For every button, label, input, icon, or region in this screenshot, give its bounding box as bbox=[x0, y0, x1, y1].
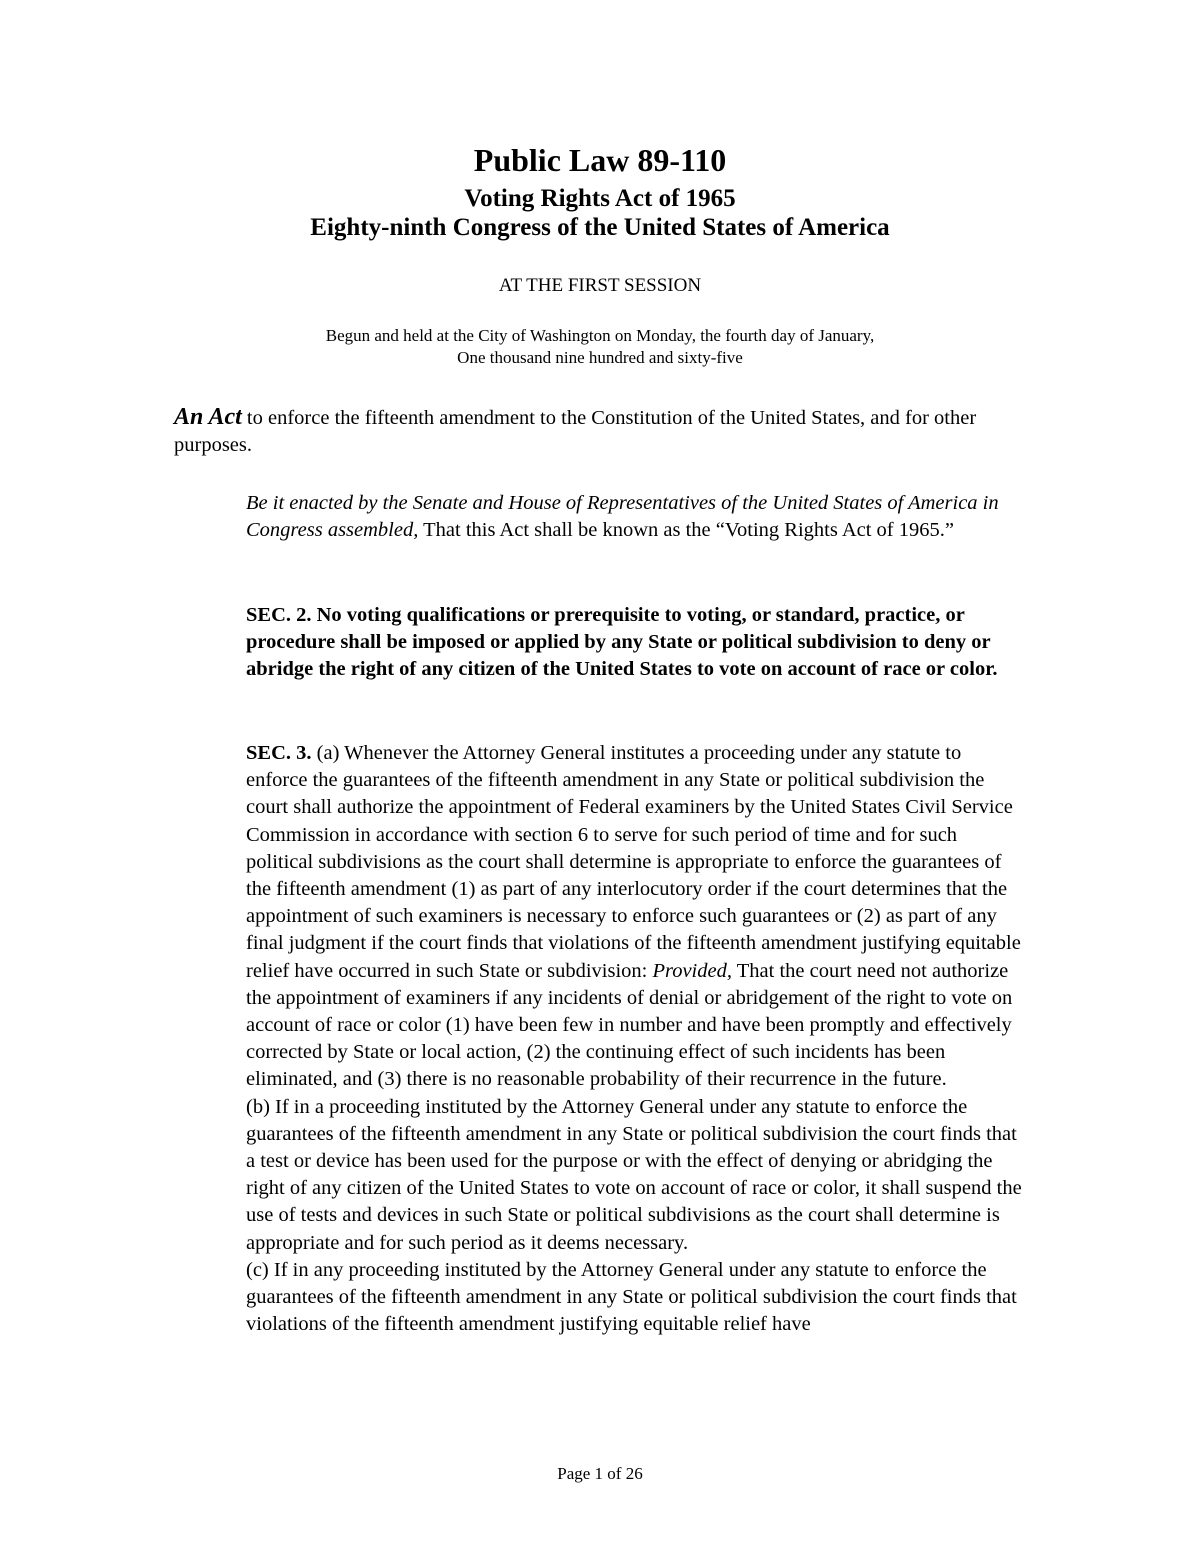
congress-line: Eighty-ninth Congress of the United States of America bbox=[310, 214, 890, 241]
session-label: AT THE FIRST SESSION bbox=[498, 275, 702, 296]
section-2-text: SEC. 2. No voting qualifications or prerequisite to voting, or standard, practice, or procedure shall be imposed or applied by any State or political subdivision to deny or abridge the right of any citizen of the United States to vote on account of race or color. bbox=[246, 604, 998, 681]
section-3-a-text-1: (a) Whenever the Attorney General institutes a proceeding under any statute to enforce the guarantees of the fifteenth amendment in any State or political subdivision the court shall authorize the appointment of Federal examiners by the United States Civil Service Commission in accordance with section 6 to serve for such period of time and for such political subdivisions as the court shall determine is appropriate to enforce the guarantees of the fifteenth amendment (1) as part of any interlocutory order if the court determines that the appointment of such examiners is necessary to enforce such guarantees or (2) as part of any final judgment if the court finds that violations of the fifteenth amendment justifying equitable relief have occurred in such State or subdivision: bbox=[246, 742, 1021, 982]
begun-line-2: One thousand nine hundred and sixty-five bbox=[457, 348, 743, 367]
act-subtitle: Voting Rights Act of 1965 bbox=[464, 185, 736, 212]
section-3-a bbox=[174, 740, 1024, 1094]
provided-word: Provided, bbox=[652, 959, 732, 982]
section-3 bbox=[174, 740, 1024, 1338]
enacting-clause bbox=[174, 490, 1024, 544]
begun-line-1: Begun and held at the City of Washington on Monday, the fourth day of January, bbox=[325, 326, 875, 345]
begun-block bbox=[0, 325, 1200, 369]
section-3-c: (c) If in any proceeding instituted by the Attorney General under any statute to enforce the guarantees of the fifteenth amendment in any State or political subdivision the court finds that violations of the fifteenth amendment justifying equitable relief have bbox=[246, 1258, 1017, 1336]
law-title: Public Law 89-110 bbox=[473, 142, 727, 178]
section-3-label: SEC. 3. bbox=[246, 742, 312, 764]
act-purpose bbox=[174, 404, 1024, 459]
enacting-text: That this Act shall be known as the “Voting Rights Act of 1965.” bbox=[423, 519, 954, 542]
section-3-b: (b) If in a proceeding instituted by the Attorney General under any statute to enforce the guarantees of the fifteenth amendment in any State or political subdivision the court finds that a test or device has been used for the purpose or with the effect of denying or abridging the right of any citizen of the United States to vote on account of race or color, it shall suspend the use of tests and devices in such State or political subdivisions as the court shall determine is appropriate and for such period as it deems necessary. bbox=[246, 1095, 1022, 1254]
act-purpose-text: to enforce the fifteenth amendment to the Constitution of the United States, and for other purposes. bbox=[174, 407, 977, 457]
act-label: An Act bbox=[174, 404, 242, 430]
page-number: Page 1 of 26 bbox=[557, 1464, 643, 1483]
section-3-a-text-2: That the court need not authorize the appointment of examiners if any incidents of denial or abridgement of the right to vote on account of race or color (1) have been few in number and have been promptly and effectively corrected by State or local action, (2) the continuing effect of such incidents has been eliminated, and (3) there is no reasonable probability of their recurrence in the future. bbox=[246, 959, 1013, 1091]
section-2 bbox=[174, 602, 1024, 684]
enacting-italic: Be it enacted by the Senate and House of Representatives of the United States of America in Congress assembled, bbox=[246, 492, 999, 542]
